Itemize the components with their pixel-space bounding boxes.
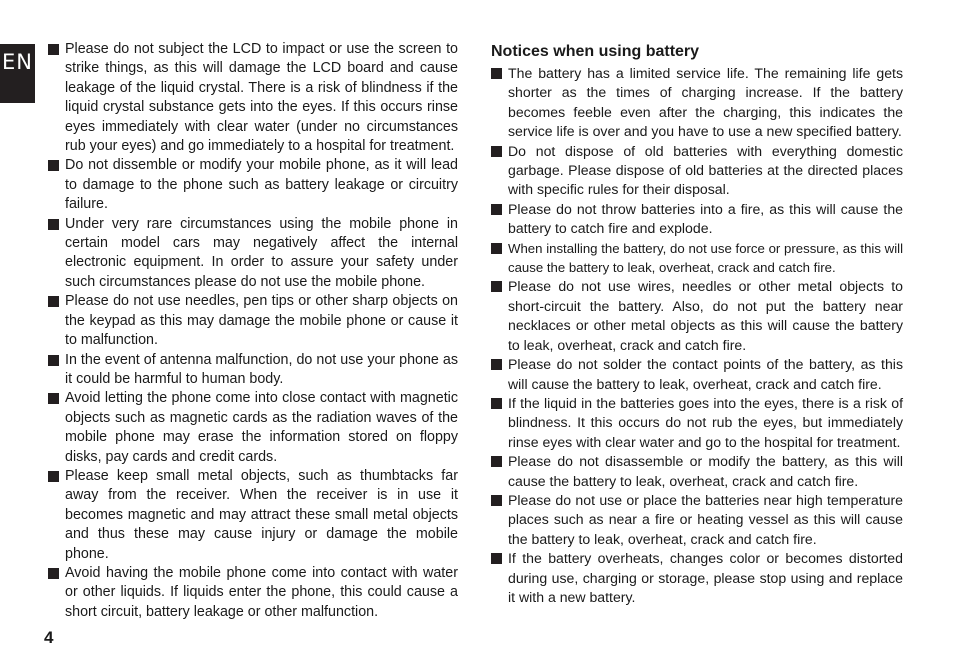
square-bullet-icon [48,568,59,579]
section-title: Notices when using battery [491,43,700,60]
square-bullet-icon [48,355,59,366]
list-item: Do not dissemble or modify your mobile phone, as it will lead to damage to the phone such as battery leakage or circuitry failure. [48,156,458,214]
list-item: Please do not throw batteries into a fire, as this will cause the battery to catch fire and explode. [491,200,903,239]
square-bullet-icon [491,553,502,564]
list-item: If the liquid in the batteries goes into the eyes, there is a risk of blindness. It this occurs do not rub the eyes, but immediately rinse eyes with clear water and go to the hospital for treatment. [491,394,903,452]
square-bullet-icon [48,393,59,404]
list-item: The battery has a limited service life. The remaining life gets shorter as the times of charging increase. If the battery becomes feeble even after the charging, this indicates the service life is over and you have to use a new specified battery. [491,64,903,142]
list-item: Avoid having the mobile phone come into contact with water or other liquids. If liquids enter the phone, this could cause a short circuit, battery leakage or other malfunction. [48,564,458,622]
square-bullet-icon [491,398,502,409]
right-column [491,42,903,607]
left-column [48,40,458,622]
list-item: Do not dispose of old batteries with everything domestic garbage. Please dispose of old batteries at the directed places with specific rules for their disposal. [491,142,903,200]
list-item: In the event of antenna malfunction, do not use your phone as it could be harmful to human body. [48,351,458,390]
list-item: Avoid letting the phone come into close contact with magnetic objects such as magnetic cards as the radiation waves of the mobile phone may erase the information stored on floppy disks, pay cards and credit cards. [48,389,458,467]
square-bullet-icon [48,296,59,307]
list-item: Please do not solder the contact points of the battery, as this will cause the battery to leak, overheat, crack and catch fire. [491,355,903,394]
list-item: If the battery overheats, changes color or becomes distorted during use, charging or storage, please stop using and replace it with a new battery. [491,549,903,607]
square-bullet-icon [491,68,502,79]
square-bullet-icon [491,281,502,292]
square-bullet-icon [491,146,502,157]
list-item: Please do not disassemble or modify the battery, as this will cause the battery to leak, overheat, crack and catch fire. [491,452,903,491]
battery-notice-list [491,64,903,607]
square-bullet-icon [48,219,59,230]
square-bullet-icon [491,204,502,215]
square-bullet-icon [48,471,59,482]
list-item: When installing the battery, do not use force or pressure, as this will cause the battery to leak, overheat, crack and catch fire. [491,239,903,278]
square-bullet-icon [491,359,502,370]
list-item: Please do not use or place the batteries near high temperature places such as near a fire or heating vessel as this will cause the battery to leak, overheat, crack and catch fire. [491,491,903,549]
list-item: Please do not use needles, pen tips or other sharp objects on the keypad as this may damage the mobile phone or cause it to malfunction. [48,292,458,350]
list-item: Please keep small metal objects, such as thumbtacks far away from the receiver. When the receiver is in use it becomes magnetic and may attract these small metal objects and thus these may cause injury or damage the mobile phone. [48,467,458,564]
list-item: Please do not subject the LCD to impact or use the screen to strike things, as this will damage the LCD board and cause leakage of the liquid crystal. There is a risk of blindness if the liquid crystal substance gets into the eyes. If this occurs rinse eyes immediately with clear water (under no circumstances rub your eyes) and go immediately to a hospital for treatment. [48,40,458,156]
safety-list [48,40,458,622]
language-tab: EN [0,44,35,103]
list-item: Under very rare circumstances using the mobile phone in certain model cars may negatively affect the internal electronic equipment. In order to assure your safety under such circumstances please do not use the mobile phone. [48,215,458,293]
square-bullet-icon [491,243,502,254]
square-bullet-icon [491,456,502,467]
square-bullet-icon [491,495,502,506]
list-item: Please do not use wires, needles or other metal objects to short-circuit the battery. Also, do not put the battery near necklaces or other metal objects as this will cause the battery to leak, overheat, crack and catch fire. [491,277,903,355]
page-number: 4 [44,628,54,647]
square-bullet-icon [48,160,59,171]
square-bullet-icon [48,44,59,55]
